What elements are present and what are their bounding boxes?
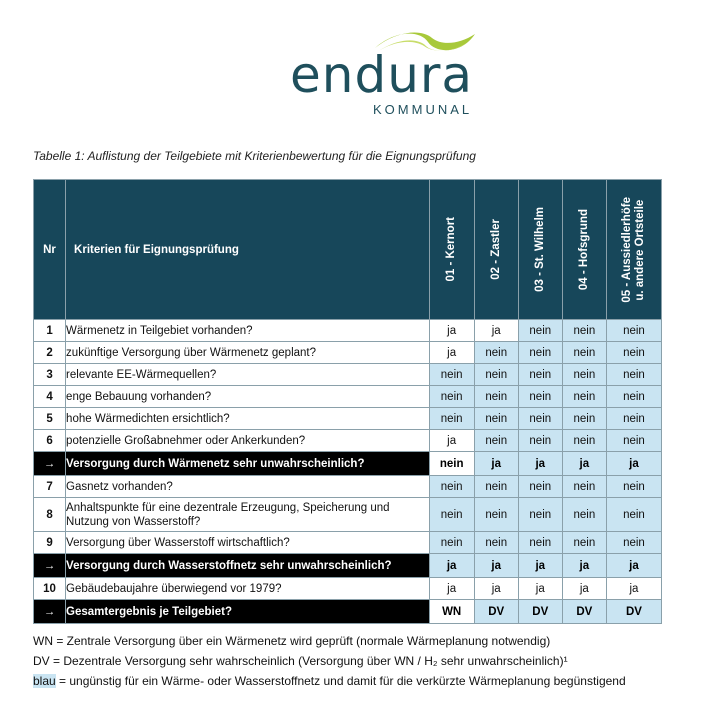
note-blue: blau = ungünstig für ein Wärme- oder Wasserstoffnetz und damit für die verkürzte Wärmeplanung begünstigend (33, 674, 626, 688)
table-row: 3 relevante EE-Wärmequellen? nein nein nein nein nein (34, 364, 662, 386)
endura-logo (290, 28, 490, 123)
logo-brand: endura (290, 46, 474, 104)
criteria-table (33, 179, 662, 624)
table-row: 1 Wärmenetz in Teilgebiet vorhanden? ja ja nein nein nein (34, 320, 662, 342)
table-row: 2 zukünftige Versorgung über Wärmenetz geplant? ja nein nein nein nein (34, 342, 662, 364)
header-area-4: 04 - Hofsgrund (562, 180, 606, 320)
table-row: 6 potenzielle Großabnehmer oder Ankerkunden? ja nein nein nein nein (34, 430, 662, 452)
header-area-2: 02 - Zastler (474, 180, 518, 320)
summary-row-heat-network: → Versorgung durch Wärmenetz sehr unwahrscheinlich? nein ja ja ja ja (34, 452, 662, 476)
blue-marker: blau (33, 674, 56, 688)
note-dv: DV = Dezentrale Versorgung sehr wahrscheinlich (Versorgung über WN / H₂ sehr unwahrscheinlich)¹ (33, 654, 568, 668)
table-row: 5 hohe Wärmedichten ersichtlich? nein nein nein nein nein (34, 408, 662, 430)
note-wn: WN = Zentrale Versorgung über ein Wärmenetz wird geprüft (normale Wärmeplanung notwendig) (33, 634, 551, 648)
header-nr: Nr (34, 180, 66, 320)
table-caption: Tabelle 1: Auflistung der Teilgebiete mit Kriterienbewertung für die Eignungsprüfung (33, 149, 476, 163)
table-row: 10 Gebäudebaujahre überwiegend vor 1979? ja ja ja ja ja (34, 578, 662, 600)
legend-notes (33, 631, 693, 691)
header-criteria: Kriterien für Eignungsprüfung (66, 180, 430, 320)
table-row: 4 enge Bebauung vorhanden? nein nein nein nein nein (34, 386, 662, 408)
header-area-5: 05 - Aussiedlerhöfe u. andere Ortsteile (606, 180, 661, 320)
table-row: 7 Gasnetz vorhanden? nein nein nein nein nein (34, 476, 662, 498)
table-row: 8 Anhaltspunkte für eine dezentrale Erzeugung, Speicherung und Nutzung von Wasserstoff? nein nein nein nein nein (34, 498, 662, 532)
header-area-3: 03 - St. Wilhelm (518, 180, 562, 320)
summary-row-total: → Gesamtergebnis je Teilgebiet? WN DV DV DV DV (34, 600, 662, 624)
table-header (34, 180, 662, 320)
table-row: 9 Versorgung über Wasserstoff wirtschaftlich? nein nein nein nein nein (34, 532, 662, 554)
summary-row-hydrogen-network: → Versorgung durch Wasserstoffnetz sehr unwahrscheinlich? ja ja ja ja ja (34, 554, 662, 578)
logo-subtitle: KOMMUNAL (373, 102, 473, 117)
header-area-1: 01 - Kernort (429, 180, 474, 320)
